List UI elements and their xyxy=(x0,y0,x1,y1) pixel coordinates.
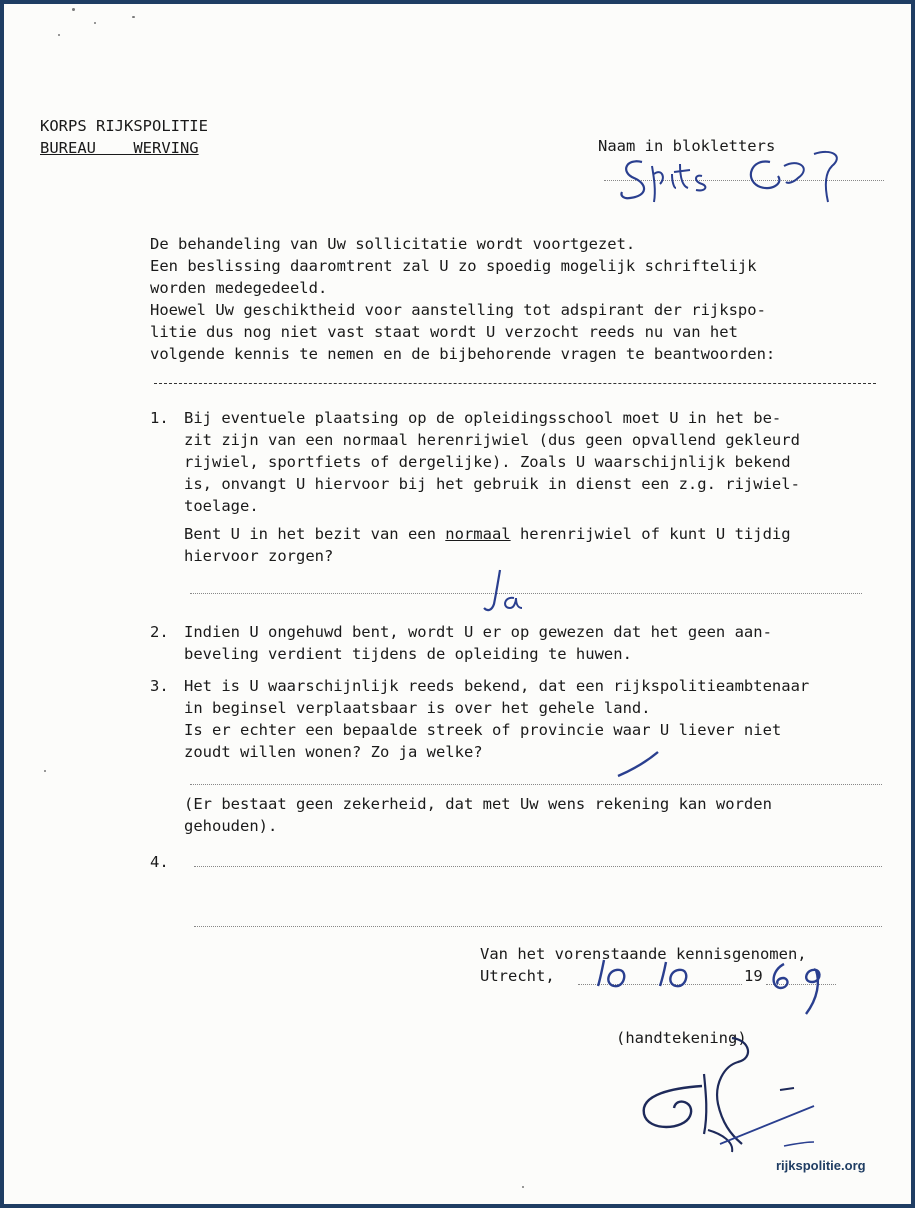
intro-line: volgende kennis te nemen en de bijbehorende vragen te beantwoorden: xyxy=(150,345,776,363)
answer-dotted-line xyxy=(190,784,882,785)
question-note: (Er bestaat geen zekerheid, dat met Uw wens rekening kan worden xyxy=(184,795,772,813)
intro-line: litie dus nog niet vast staat wordt U verzocht reeds nu van het xyxy=(150,323,738,341)
separator-dashes xyxy=(154,383,876,384)
watermark: rijkspolitie.org xyxy=(776,1158,866,1173)
question-line: is, onvangt U hiervoor bij het gebruik in dienst een z.g. rijwiel- xyxy=(184,475,800,493)
question-line: in beginsel verplaatsbaar is over het gehele land. xyxy=(184,699,651,717)
acknowledgement-line: Van het vorenstaande kennisgenomen, xyxy=(480,945,807,963)
question-number: 1. xyxy=(150,409,169,427)
question-line: Het is U waarschijnlijk reeds bekend, dat een rijkspolitieambtenaar xyxy=(184,677,810,695)
speck xyxy=(522,1186,524,1188)
question-line: rijwiel, sportfiets of dergelijke). Zoals U waarschijnlijk bekend xyxy=(184,453,791,471)
speck xyxy=(132,16,135,18)
prompt-emphasis: normaal xyxy=(445,525,511,543)
name-label: Naam in blokletters xyxy=(598,137,776,155)
question-prompt xyxy=(184,524,791,546)
question-note: gehouden). xyxy=(184,817,278,835)
intro-line: worden medegedeeld. xyxy=(150,279,328,297)
intro-line: De behandeling van Uw sollicitatie wordt voortgezet. xyxy=(150,235,636,253)
document-page xyxy=(4,4,911,1204)
question-line: Bij eventuele plaatsing op de opleidingsschool moet U in het be- xyxy=(184,409,782,427)
intro-line: Hoewel Uw geschiktheid voor aanstelling tot adspirant der rijkspo- xyxy=(150,301,766,319)
question-line: Indien U ongehuwd bent, wordt U er op gewezen dat het geen aan- xyxy=(184,623,772,641)
org-line1: KORPS RIJKSPOLITIE xyxy=(40,117,208,135)
prompt-text: Bent U in het bezit van een xyxy=(184,525,446,543)
handwritten-signature xyxy=(634,1034,834,1164)
speck xyxy=(44,770,46,772)
question-number: 2. xyxy=(150,623,169,641)
intro-line: Een beslissing daaromtrent zal U zo spoedig mogelijk schriftelijk xyxy=(150,257,757,275)
question-line: beveling verdient tijdens de opleiding te huwen. xyxy=(184,645,632,663)
handwritten-answer-q3 xyxy=(614,750,664,780)
handwritten-name xyxy=(618,144,858,204)
speck xyxy=(72,8,75,11)
place-label: Utrecht, xyxy=(480,967,555,985)
question-line: toelage. xyxy=(184,497,259,515)
question-line: Is er echter een bepaalde streek of provincie waar U liever niet xyxy=(184,721,782,739)
question-prompt-line2: hiervoor zorgen? xyxy=(184,547,334,565)
question-line: zit zijn van een normaal herenrijwiel (dus geen opvallend gekleurd xyxy=(184,431,800,449)
question-number: 4. xyxy=(150,853,169,871)
year-prefix: 19 xyxy=(744,967,763,985)
handwritten-date xyxy=(594,952,844,1018)
speck xyxy=(94,22,96,24)
question-line: zoudt willen wonen? Zo ja welke? xyxy=(184,743,483,761)
answer-dotted-line xyxy=(194,926,882,927)
handwritten-answer-q1 xyxy=(474,568,534,618)
speck xyxy=(58,34,60,36)
answer-dotted-line xyxy=(194,866,882,867)
org-line2: BUREAU WERVING xyxy=(40,139,199,157)
signature-label: (handtekening) xyxy=(616,1029,747,1047)
question-number: 3. xyxy=(150,677,169,695)
prompt-text: herenrijwiel of kunt U tijdig xyxy=(510,525,791,543)
